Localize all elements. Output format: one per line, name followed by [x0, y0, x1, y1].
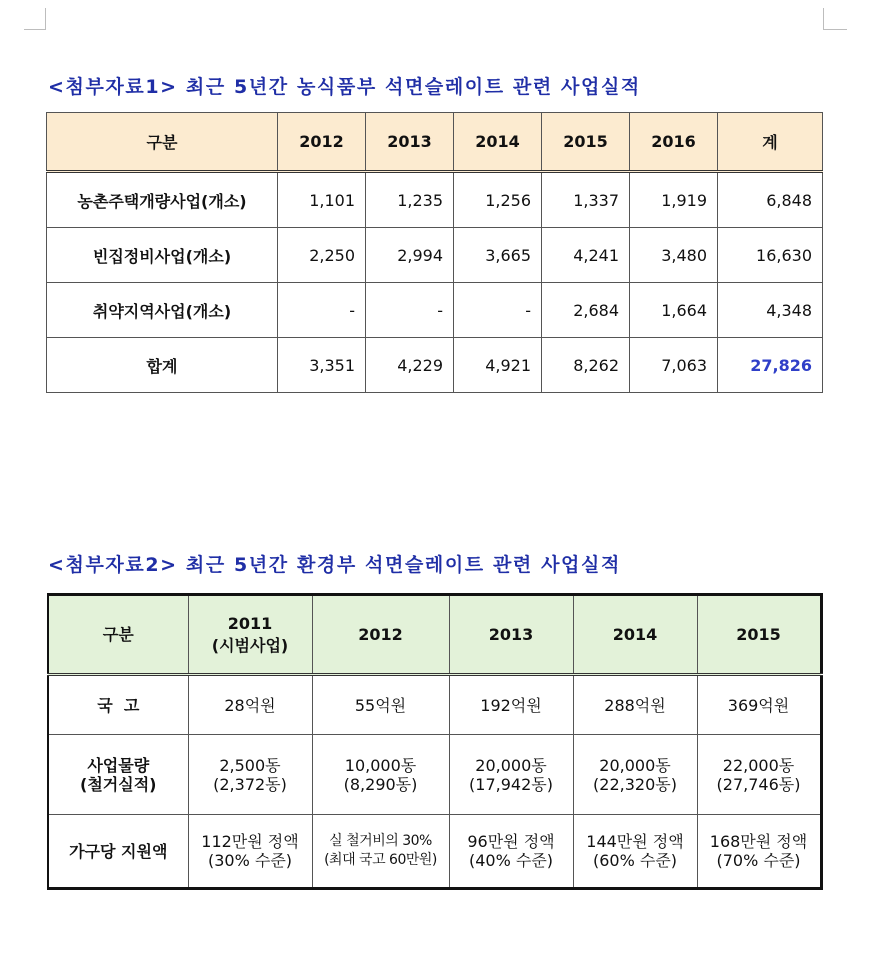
table-cell: 20,000동 (17,942동)	[449, 735, 573, 815]
table-cell: 55억원	[312, 675, 449, 735]
table-row	[48, 815, 821, 889]
header-year: 2015	[542, 113, 630, 172]
table-cell: 1,235	[366, 172, 454, 228]
table-cell: 369억원	[697, 675, 821, 735]
table-cell: 1,919	[630, 172, 718, 228]
table-header-row	[48, 595, 821, 675]
table-cell: 96만원 정액 (40% 수준)	[449, 815, 573, 889]
row-label: 사업물량 (철거실적)	[48, 735, 188, 815]
grand-total-cell: 27,826	[718, 338, 823, 393]
table-cell: 16,630	[718, 228, 823, 283]
table-cell: -	[454, 283, 542, 338]
table-cell: 144만원 정액 (60% 수준)	[573, 815, 697, 889]
header-category: 구분	[48, 595, 188, 675]
row-label: 국 고	[48, 675, 188, 735]
table-cell: 168만원 정액 (70% 수준)	[697, 815, 821, 889]
table-cell: 112만원 정액 (30% 수준)	[188, 815, 312, 889]
table-cell: 4,348	[718, 283, 823, 338]
total-row	[47, 338, 823, 393]
table-cell: 10,000동 (8,290동)	[312, 735, 449, 815]
header-year: 2013	[366, 113, 454, 172]
header-year: 2014	[573, 595, 697, 675]
row-label: 빈집정비사업(개소)	[47, 228, 278, 283]
section2-heading: <첨부자료2> 최근 5년간 환경부 석면슬레이트 관련 사업실적	[48, 554, 621, 576]
table-cell: 4,229	[366, 338, 454, 393]
table-row	[47, 228, 823, 283]
crop-mark-right-horizontal	[823, 29, 847, 30]
crop-mark-right-vertical	[823, 8, 824, 29]
table-cell: 6,848	[718, 172, 823, 228]
header-year: 2012	[312, 595, 449, 675]
section1-heading: <첨부자료1> 최근 5년간 농식품부 석면슬레이트 관련 사업실적	[48, 76, 641, 98]
table-cell: 7,063	[630, 338, 718, 393]
table-cell: 1,101	[278, 172, 366, 228]
table-cell: 288억원	[573, 675, 697, 735]
row-label: 농촌주택개량사업(개소)	[47, 172, 278, 228]
table-cell: 실 철거비의 30% (최대 국고 60만원)	[312, 815, 449, 889]
table-cell: -	[366, 283, 454, 338]
table-row	[48, 675, 821, 735]
table-cell: 2,500동 (2,372동)	[188, 735, 312, 815]
table-row	[47, 283, 823, 338]
table-cell: 2,994	[366, 228, 454, 283]
table-cell: 1,664	[630, 283, 718, 338]
table-cell: 4,241	[542, 228, 630, 283]
crop-mark-left-horizontal	[24, 29, 46, 30]
table-cell: 22,000동 (27,746동)	[697, 735, 821, 815]
table-cell: 28억원	[188, 675, 312, 735]
agriculture-ministry-table	[46, 112, 823, 393]
table-cell: 1,337	[542, 172, 630, 228]
row-label: 가구당 지원액	[48, 815, 188, 889]
header-year: 2013	[449, 595, 573, 675]
table-cell: 20,000동 (22,320동)	[573, 735, 697, 815]
header-category: 구분	[47, 113, 278, 172]
table-cell: 2,250	[278, 228, 366, 283]
header-year: 2016	[630, 113, 718, 172]
environment-ministry-table	[47, 593, 823, 890]
table-cell: 3,351	[278, 338, 366, 393]
table-cell: 3,665	[454, 228, 542, 283]
table-cell: 8,262	[542, 338, 630, 393]
table-cell: 4,921	[454, 338, 542, 393]
row-label: 취약지역사업(개소)	[47, 283, 278, 338]
header-year: 2011 (시범사업)	[188, 595, 312, 675]
table-cell: 2,684	[542, 283, 630, 338]
table-header-row	[47, 113, 823, 172]
table-cell: 3,480	[630, 228, 718, 283]
table-row	[47, 172, 823, 228]
table-cell: 192억원	[449, 675, 573, 735]
table-cell: 1,256	[454, 172, 542, 228]
table-row	[48, 735, 821, 815]
crop-mark-left-vertical	[45, 8, 46, 29]
header-year: 2014	[454, 113, 542, 172]
header-year: 2015	[697, 595, 821, 675]
table-cell: -	[278, 283, 366, 338]
header-year: 2012	[278, 113, 366, 172]
row-label: 합계	[47, 338, 278, 393]
header-total: 계	[718, 113, 823, 172]
